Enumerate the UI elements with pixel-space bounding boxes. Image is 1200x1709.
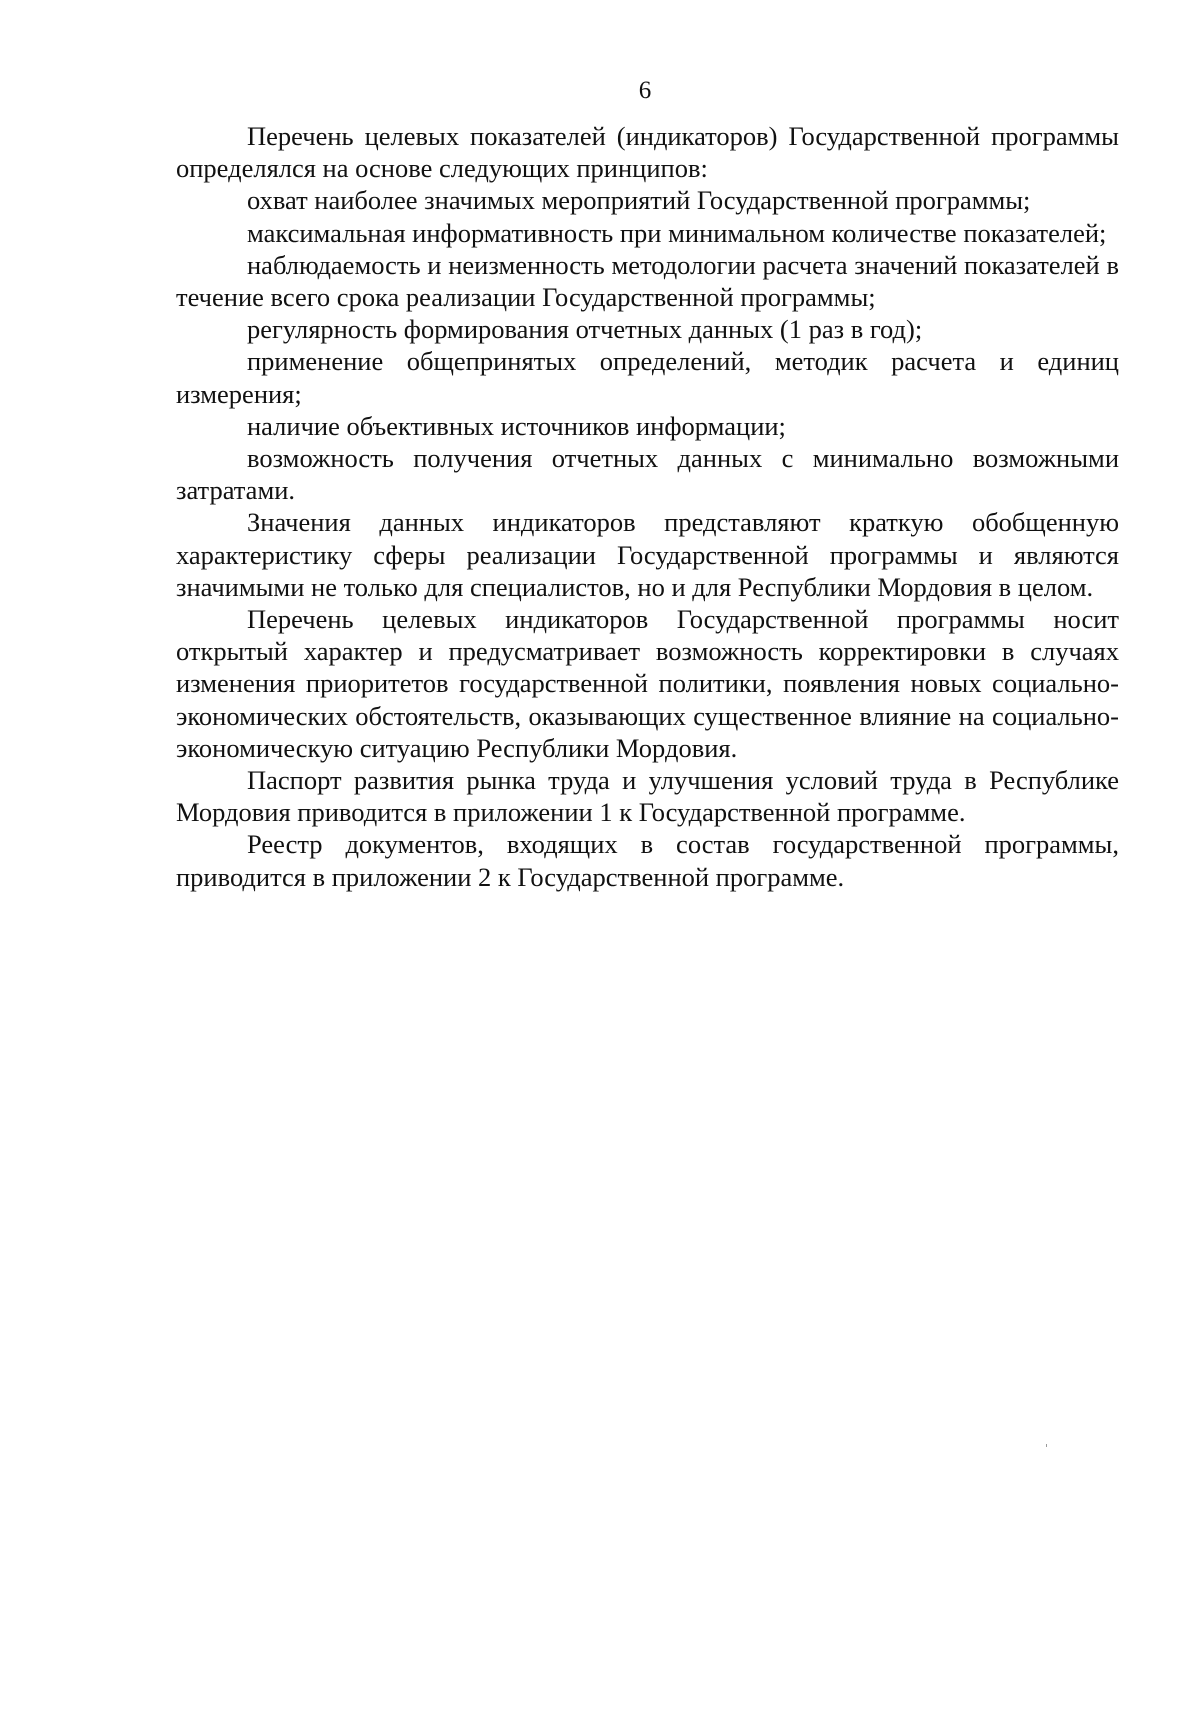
paragraph-principle-costs: возможность получения отчетных данных с минимально возможными затратами. [176, 443, 1119, 506]
paragraph-principle-informativeness: максимальная информативность при минимальном количестве показателей; [247, 217, 1107, 248]
paragraph-principle-sources: наличие объективных источников информации; [247, 410, 786, 441]
paragraph-principle-regularity: регулярность формирования отчетных данных (1 раз в год); [247, 314, 923, 345]
paragraph-indicator-list-open: Перечень целевых индикаторов Государственной программы носит открытый характер и предусматривает возможность корректировки в случаях изменения приоритетов государственной политики, появления новых социально-экономических обстоятельств, оказывающих существенное влияние на социально-экономическую ситуацию Республики Мордовия. [176, 604, 1119, 763]
paragraph-principle-observability: наблюдаемость и неизменность методологии расчета значений показателей в течение всего срока реализации Государственной программы; [176, 249, 1119, 313]
paragraph-principle-coverage: охват наиболее значимых мероприятий Государственной программы; [247, 185, 1031, 216]
paragraph-indicator-values: Значения данных индикаторов представляют краткую обобщенную характеристику сферы реализации Государственной программы и являются значимыми не только для специалистов, но и для Республики Мордовия в целом. [176, 507, 1119, 602]
page-number: 6 [638, 77, 652, 104]
document-body [176, 120, 1119, 893]
paragraph-principle-definitions: применение общепринятых определений, методик расчета и единиц измерения; [176, 346, 1119, 409]
paragraph-indicators-intro: Перечень целевых показателей (индикаторов) Государственной программы определялся на основе следующих принципов: [176, 121, 1119, 184]
paragraph-documents-registry: Реестр документов, входящих в состав государственной программы, приводится в приложении 2 к Государственной программе. [176, 829, 1119, 892]
paragraph-labor-market-passport: Паспорт развития рынка труда и улучшения условий труда в Республике Мордовия приводится в приложении 1 к Государственной программе. [176, 765, 1119, 828]
scan-speck [1046, 1444, 1047, 1447]
